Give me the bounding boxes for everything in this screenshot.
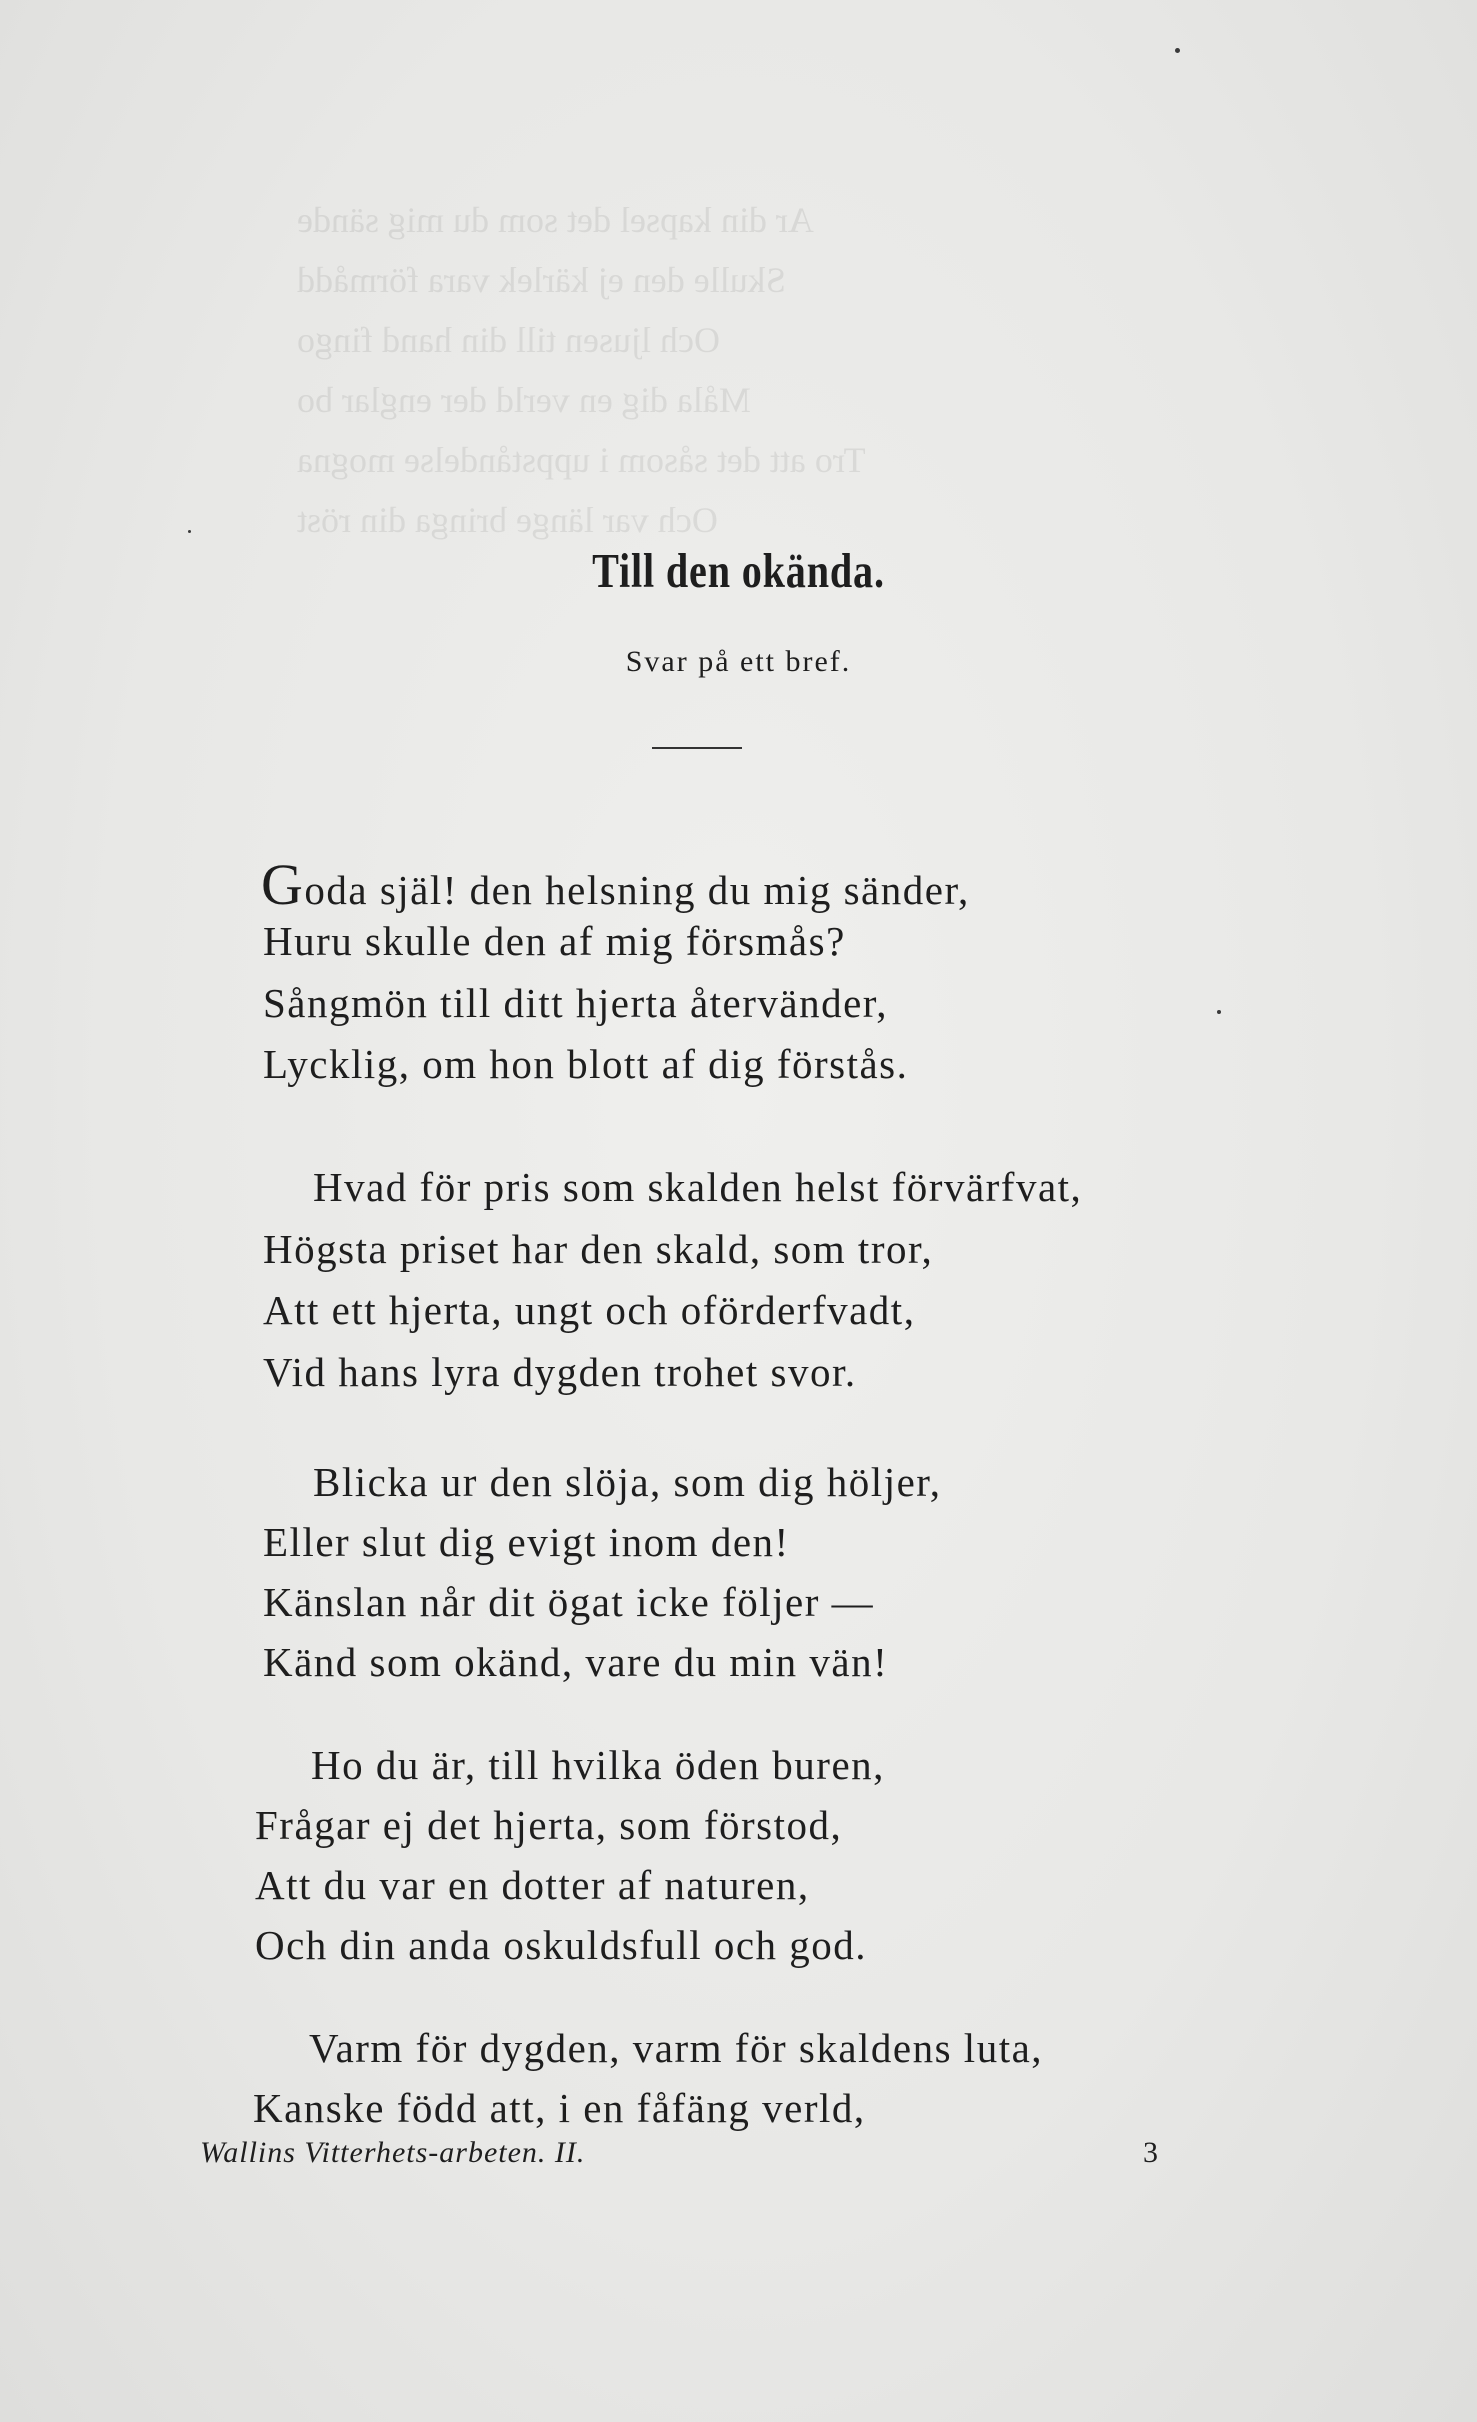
poem-line-1-3: Sångmön till ditt hjerta återvänder, bbox=[263, 980, 889, 1026]
poem-line-2-3: Att ett hjerta, ungt och oförderfvadt, bbox=[263, 1287, 916, 1333]
poem-line-3-2: Eller slut dig evigt inom den! bbox=[263, 1519, 790, 1565]
print-speck bbox=[1217, 1010, 1221, 1014]
poem-title: Till den okända. bbox=[592, 543, 885, 598]
poem-line-2-2: Högsta priset har den skald, som tror, bbox=[263, 1226, 934, 1272]
poem-line-4-1: Ho du är, till hvilka öden buren, bbox=[311, 1742, 885, 1788]
poem-line-1-4: Lycklig, om hon blott af dig förstås. bbox=[263, 1041, 909, 1087]
source-note: Wallins Vitterhets-arbeten. II. bbox=[200, 2136, 586, 2169]
poem-subtitle: Svar på ett bref. bbox=[625, 645, 852, 678]
drop-cap: G bbox=[261, 852, 305, 917]
poem-line-3-3: Känslan når dit ögat icke följer — bbox=[263, 1579, 875, 1625]
page-number: 3 bbox=[1143, 2136, 1158, 2169]
bleed-through-texture: Ar din kapsel det som du mig sände Skulle den ej kärlek vara förmådd Och ljusen till din hand fingo Måla dig en verld der englar bo Tro att det såsom i uppståndelse mogna Och var länge bringa din röst bbox=[297, 200, 866, 540]
poem-line-1-1: Goda själ! den helsning du mig sänder, bbox=[261, 852, 970, 917]
poem-line-3-1: Blicka ur den slöja, som dig höljer, bbox=[313, 1459, 942, 1505]
poem-line-5-2: Kanske född att, i en fåfäng verld, bbox=[253, 2085, 866, 2131]
poem-line-3-4: Känd som okänd, vare du min vän! bbox=[263, 1639, 889, 1685]
poem-line-5-1: Varm för dygden, varm för skaldens luta, bbox=[309, 2025, 1044, 2071]
poem-line-4-3: Att du var en dotter af naturen, bbox=[255, 1862, 810, 1908]
print-speck bbox=[1175, 48, 1180, 53]
poem-line-2-4: Vid hans lyra dygden trohet svor. bbox=[263, 1349, 857, 1395]
poem-line-2-1: Hvad för pris som skalden helst förvärfvat, bbox=[313, 1164, 1083, 1210]
print-speck bbox=[188, 530, 191, 533]
poem-line-1-2: Huru skulle den af mig försmås? bbox=[263, 918, 846, 964]
poem-line-4-4: Och din anda oskuldsfull och god. bbox=[255, 1922, 868, 1968]
poem-line-4-2: Frågar ej det hjerta, som förstod, bbox=[255, 1802, 843, 1848]
